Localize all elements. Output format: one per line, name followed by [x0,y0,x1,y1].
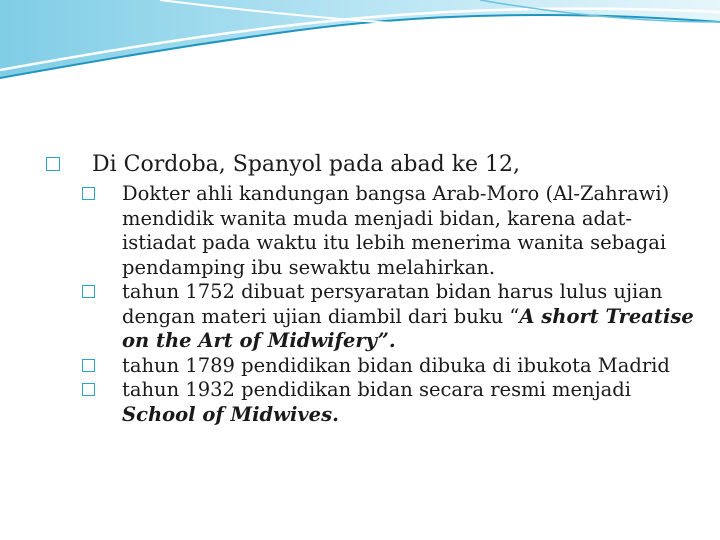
school-name-emphasis: School of Midwives. [122,402,339,426]
list-item [122,280,696,354]
square-bullet-icon [82,383,95,396]
sub-bullet-list [46,182,696,427]
list-item [122,182,696,280]
square-bullet-icon [46,157,60,171]
list-item-text: tahun 1752 dibuat persyaratan bidan harus lulus ujian dengan materi ujian diambil dari buku “ [122,280,663,328]
main-point-text: Di Cordoba, Spanyol pada abad ke 12, [92,152,521,177]
list-item-text: tahun 1789 pendidikan bidan dibuka di ibukota Madrid [122,353,670,377]
header-wave-decoration [0,0,720,90]
square-bullet-icon [82,359,95,372]
slide-content [46,150,696,427]
list-item-text: tahun 1932 pendidikan bidan secara resmi menjadi [122,378,631,401]
square-bullet-icon [82,285,95,298]
book-title-emphasis: A short Treatise on the Art of Midwifery”. [122,304,694,352]
main-bullet-point [46,150,696,180]
square-bullet-icon [82,187,95,200]
list-item [122,354,696,379]
list-item-text: Dokter ahli kandungan bangsa Arab-Moro (Al-Zahrawi) mendidik wanita muda menjadi bidan, karena adat-istiadat pada waktu itu lebih menerima wanita sebagai pendamping ibu sewaktu melahirkan. [122,182,670,279]
list-item [122,378,696,427]
